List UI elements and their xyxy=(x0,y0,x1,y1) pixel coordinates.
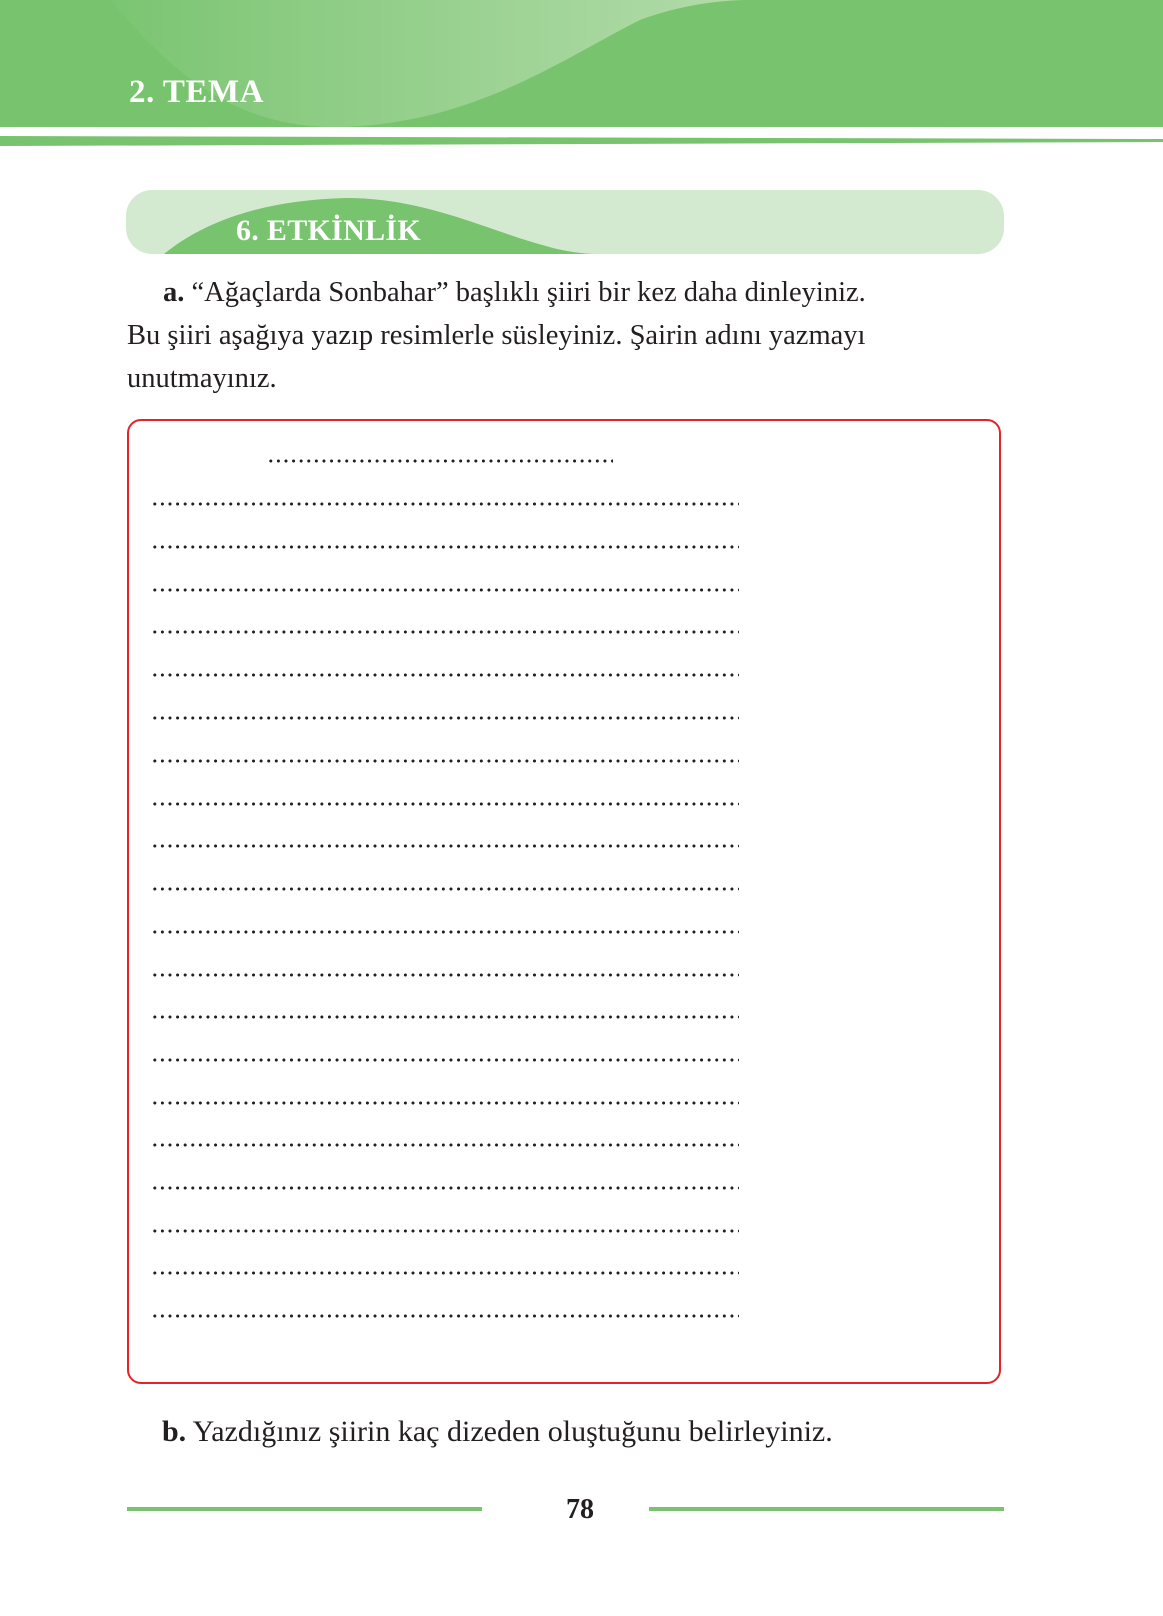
verse-line[interactable] xyxy=(151,1143,739,1147)
verse-line[interactable] xyxy=(151,1314,739,1318)
footer-line-left xyxy=(127,1507,482,1511)
verse-line[interactable] xyxy=(151,1229,739,1233)
verse-line[interactable] xyxy=(151,930,739,934)
activity-title: 6. ETKİNLİK xyxy=(236,214,422,247)
part-a-instruction xyxy=(127,271,1007,400)
verse-line[interactable] xyxy=(151,545,739,549)
verse-line[interactable] xyxy=(151,1015,739,1019)
part-b-instruction xyxy=(162,1415,833,1449)
instruction-line-3: unutmayınız. xyxy=(127,363,277,394)
verse-line[interactable] xyxy=(151,630,739,634)
instruction-line-1 xyxy=(127,271,1007,314)
verse-line[interactable] xyxy=(151,802,739,806)
footer-line-right xyxy=(649,1507,1004,1511)
part-a-label: a. xyxy=(163,277,185,308)
header-stripe-divider xyxy=(0,134,1163,148)
verse-line[interactable] xyxy=(151,844,739,848)
poem-title-line[interactable] xyxy=(267,459,613,463)
verse-line[interactable] xyxy=(151,673,739,677)
verse-line[interactable] xyxy=(151,1058,739,1062)
instruction-text: “Ağaçlarda Sonbahar” başlıklı şiiri bir kez daha dinleyiniz. xyxy=(191,277,866,308)
verse-line[interactable] xyxy=(151,973,739,977)
verse-line[interactable] xyxy=(151,716,739,720)
page-number: 78 xyxy=(566,1494,594,1525)
verse-line[interactable] xyxy=(151,588,739,592)
poem-writing-box[interactable] xyxy=(127,419,1001,1384)
verse-line[interactable] xyxy=(151,1271,739,1275)
verse-line[interactable] xyxy=(151,502,739,506)
part-b-text: Yazdığınız şiirin kaç dizeden oluştuğunu belirleyiniz. xyxy=(192,1415,833,1448)
verse-line[interactable] xyxy=(151,887,739,891)
verse-line[interactable] xyxy=(151,759,739,763)
instruction-line-2: Bu şiiri aşağıya yazıp resimlerle süsleyiniz. Şairin adını yazmayı xyxy=(127,320,866,351)
verse-line[interactable] xyxy=(151,1101,739,1105)
part-b-label: b. xyxy=(162,1415,187,1448)
verse-line[interactable] xyxy=(151,1186,739,1190)
theme-title: 2. TEMA xyxy=(129,74,264,110)
